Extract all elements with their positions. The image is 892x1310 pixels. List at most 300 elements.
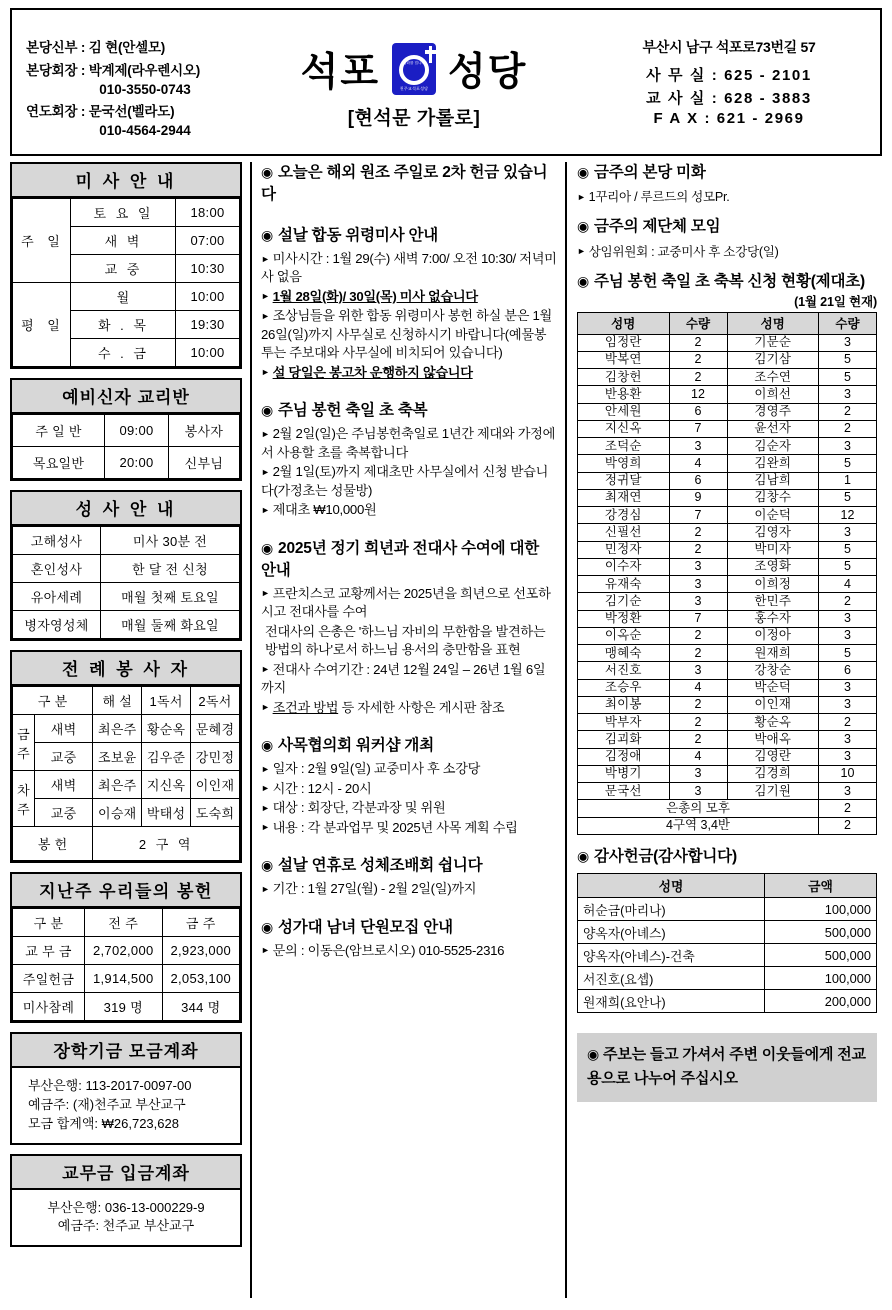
announcement-sub: ► 프란치스코 교황께서는 2025년을 희년으로 선포하시고 전대사를 수여 [261, 585, 551, 620]
liturgy-reader1: 황순옥 [142, 715, 191, 743]
table-row [13, 965, 240, 993]
catechumen-class-leader: 봉사자 [168, 415, 239, 447]
catechumen-class-leader: 신부님 [168, 447, 239, 479]
candle-qty-1: 7 [669, 420, 727, 437]
parish-fee-bank: 부산은행: 036-13-000229-9 [47, 1199, 205, 1215]
candle-qty-1: 2 [669, 714, 727, 731]
title-left-word: 석포 [300, 50, 380, 94]
table-row [578, 679, 877, 696]
collection-label: 미사참례 [13, 993, 85, 1021]
announcement-heading: ◉ 2025년 정기 희년과 전대사 수여에 대한 안내 [261, 539, 540, 579]
mass-time: 10:30 [176, 255, 240, 283]
candle-name-1: 유재숙 [578, 576, 670, 593]
table-row [578, 369, 877, 386]
thanks-amount: 500,000 [765, 944, 877, 967]
mass-schedule-title: 미 사 안 내 [12, 164, 240, 198]
candle-qty-1: 2 [669, 645, 727, 662]
header-title-block [244, 10, 584, 154]
header-address-block [584, 10, 880, 154]
mass-group-sunday: 주 일 [13, 199, 71, 283]
table-row [578, 967, 877, 990]
liturgy-commentator: 최은주 [93, 715, 142, 743]
announcement-adoration-break [261, 855, 557, 898]
mass-label: 새 벽 [71, 227, 176, 255]
announcement-sub: ► 제대초 ₩10,000원 [261, 502, 377, 518]
yeondo-president-phone: 010-4564-2944 [99, 123, 191, 138]
collection-col-prev: 전 주 [85, 909, 163, 937]
sacrament-name: 혼인성사 [13, 555, 101, 583]
mass-schedule-table [12, 198, 240, 367]
candle-name-1: 김괴화 [578, 731, 670, 748]
last-week-collection-title: 지난주 우리들의 봉헌 [12, 874, 240, 908]
group-meeting-heading: ◉ 금주의 제단체 모임 [577, 218, 721, 236]
candle-name-1: 정귀달 [578, 472, 670, 489]
last-week-collection-box [10, 872, 242, 1023]
candle-name-1: 서진호 [578, 662, 670, 679]
catechumen-class-name: 주 일 반 [13, 415, 105, 447]
candle-name-1: 이수자 [578, 558, 670, 575]
candle-name-1: 문국선 [578, 783, 670, 800]
arrow-icon: ► [261, 945, 270, 956]
candle-name-2: 김기삼 [727, 351, 819, 368]
liturgy-offering-label: 봉 헌 [13, 827, 93, 861]
spacer [261, 901, 557, 917]
liturgy-mass-time: 교중 [35, 799, 93, 827]
candle-qty-1: 2 [669, 541, 727, 558]
sacrament-detail: 한 달 전 신청 [101, 555, 240, 583]
logo-cross-vertical [429, 46, 433, 63]
candle-name-1: 박병기 [578, 765, 670, 782]
announcement-sub: ► 기간 : 1월 27일(월) - 2월 2일(일)까지 [261, 881, 477, 897]
table-row [578, 576, 877, 593]
table-row [578, 748, 877, 765]
candle-qty-2: 5 [819, 541, 877, 558]
header-contact-block [12, 10, 244, 154]
table-row [578, 558, 877, 575]
candle-qty-1: 2 [669, 524, 727, 541]
candle-col-name-1: 성명 [578, 312, 670, 334]
bullet-icon: ◉ [261, 539, 274, 556]
mass-group-weekday: 평 일 [13, 283, 71, 367]
liturgy-mass-time: 교중 [35, 743, 93, 771]
candle-qty-2: 5 [819, 489, 877, 506]
announcement-heading: ◉ 사목협의회 워커샵 개최 [261, 737, 434, 755]
bullet-icon: ◉ [577, 272, 590, 289]
fax-number: F A X : 621 - 2969 [653, 110, 805, 127]
candle-name-1: 최재연 [578, 489, 670, 506]
right-column [577, 162, 877, 1298]
candle-qty-1: 3 [669, 593, 727, 610]
table-row [13, 527, 240, 555]
thanksgiving-table-head [578, 874, 877, 898]
candle-applications-table [577, 312, 877, 835]
table-row [13, 937, 240, 965]
table-row [578, 645, 877, 662]
arrow-icon: ► [261, 291, 270, 302]
arrow-icon: ► [261, 310, 270, 321]
announcement-sub: ► 조상님들을 위한 합동 위령미사 봉헌 하실 분은 1월 26일(일)까지 사무실로 신청하시기 바랍니다(예물봉투는 주보대와 사무실에 비치되어 있습니다) [261, 308, 552, 361]
table-row [578, 507, 877, 524]
liturgy-volunteers-table [12, 686, 240, 861]
announcement-choir-recruitment [261, 917, 557, 960]
candle-qty-1: 4 [669, 679, 727, 696]
announcement-heading: ◉ 주님 봉헌 축일 초 축복 [261, 402, 428, 420]
catechumen-class-table [12, 414, 240, 479]
bullet-icon: ◉ [577, 164, 590, 180]
bullet-icon: ◉ [587, 1046, 600, 1063]
candle-qty-2: 3 [819, 386, 877, 403]
thanks-col-name: 성명 [578, 874, 765, 898]
catechumen-class-time: 20:00 [105, 447, 169, 479]
table-row [13, 611, 240, 639]
table-row [578, 403, 877, 420]
table-row [578, 662, 877, 679]
arrow-icon: ► [261, 822, 270, 833]
collection-col-this: 금 주 [162, 909, 240, 937]
liturgy-reader1: 박태성 [142, 799, 191, 827]
candle-name-1: 김정애 [578, 748, 670, 765]
announcement-sub: ► 대상 : 회장단, 각분과장 및 위원 [261, 800, 446, 816]
candle-qty-2: 2 [819, 420, 877, 437]
table-row [578, 472, 877, 489]
candle-col-name-2: 성명 [727, 312, 819, 334]
liturgy-volunteers-box [10, 650, 242, 863]
table-row [578, 593, 877, 610]
mass-time: 18:00 [176, 199, 240, 227]
candle-name-2: 이희선 [727, 386, 819, 403]
candle-name-2: 이정아 [727, 627, 819, 644]
table-row [578, 524, 877, 541]
announcement-sub: ► 1월 28일(화)/ 30일(목) 미사 없습니다 [261, 288, 478, 304]
logo-cross-horizontal [425, 50, 436, 54]
collection-prev-value: 2,702,000 [85, 937, 163, 965]
table-row [578, 944, 877, 967]
candle-qty-2: 4 [819, 576, 877, 593]
candle-qty-2: 5 [819, 645, 877, 662]
table-row [578, 610, 877, 627]
candle-name-2: 김기원 [727, 783, 819, 800]
mass-label: 화 . 목 [71, 311, 176, 339]
candle-name-2: 원재희 [727, 645, 819, 662]
table-row [13, 447, 240, 479]
candle-qty-2: 3 [819, 524, 877, 541]
candle-name-2: 김남희 [727, 472, 819, 489]
collection-prev-value: 319 명 [85, 993, 163, 1021]
candle-qty-1: 2 [669, 334, 727, 351]
logo-caption: 천주교석포성당 [399, 85, 429, 91]
scholarship-holder: 예금주: (재)천주교 부산교구 [28, 1096, 186, 1112]
mass-label: 월 [71, 283, 176, 311]
collection-this-value: 344 명 [162, 993, 240, 1021]
bullet-icon: ◉ [261, 227, 274, 243]
candle-name-1: 지신옥 [578, 420, 670, 437]
candle-name-2: 홍수자 [727, 610, 819, 627]
candle-name-1: 강경심 [578, 507, 670, 524]
liturgy-mass-time: 새벽 [35, 771, 93, 799]
announcement-sub: ► 2월 1일(토)까지 제대초만 사무실에서 신청 받습니다(가정초는 성물방) [261, 464, 549, 498]
candle-qty-2: 3 [819, 679, 877, 696]
announcement-sub: ► 문의 : 이동은(암브로시오) 010-5525-2316 [261, 942, 505, 958]
candle-qty-2: 12 [819, 507, 877, 524]
table-row [578, 334, 877, 351]
candle-name-2: 조수연 [727, 369, 819, 386]
bullet-icon: ◉ [577, 847, 590, 864]
arrow-icon: ► [261, 664, 270, 675]
candle-name-2: 김완희 [727, 455, 819, 472]
thanksgiving-heading: ◉ 감사헌금(감사합니다) [577, 847, 737, 865]
candle-name-2: 한민주 [727, 593, 819, 610]
announcement-heading: ◉ 설날 합동 위령미사 안내 [261, 227, 439, 244]
table-header-row [13, 687, 240, 715]
mass-label: 교 중 [71, 255, 176, 283]
bullet-icon: ◉ [261, 918, 274, 935]
thanksgiving-table [577, 873, 877, 1013]
candle-name-1: 박정환 [578, 610, 670, 627]
mass-label: 토 요 일 [71, 199, 176, 227]
liturgy-col-reading1: 1독서 [142, 687, 191, 715]
spacer [261, 209, 557, 225]
candle-name-2: 김영란 [727, 748, 819, 765]
table-row [578, 541, 877, 558]
candle-qty-1: 7 [669, 507, 727, 524]
candle-table-body [578, 334, 877, 834]
table-row [578, 455, 877, 472]
liturgy-reader1: 지신옥 [142, 771, 191, 799]
candle-group-name: 은총의 모후 [578, 800, 819, 817]
thanks-donor-name: 허순금(마리나) [578, 898, 765, 921]
candle-qty-1: 3 [669, 438, 727, 455]
liturgy-reader2: 강민정 [191, 743, 240, 771]
candle-name-1: 신필선 [578, 524, 670, 541]
office-phone: 사 무 실 : 625 - 2101 [646, 67, 812, 84]
candle-as-of-date: (1월 21일 현재) [794, 295, 877, 310]
candle-qty-1: 2 [669, 369, 727, 386]
candle-name-2: 이순덕 [727, 507, 819, 524]
catechumen-class-title: 예비신자 교리반 [12, 380, 240, 414]
arrow-icon: ► [261, 466, 270, 477]
pastor-line: 본당신부 : 김 현(안셀모) [26, 40, 166, 55]
spacer [577, 207, 877, 216]
liturgy-offering-value: 2 구 역 [93, 827, 240, 861]
arrow-icon: ► [261, 783, 270, 794]
spacer [261, 384, 557, 400]
candle-qty-2: 6 [819, 662, 877, 679]
spacer [261, 839, 557, 855]
bullet-icon: ◉ [261, 164, 274, 180]
announcement-sub: ► 설 당일은 봉고차 운행하지 않습니다 [261, 364, 473, 380]
mass-time: 10:00 [176, 283, 240, 311]
announcement-overseas-aid [261, 162, 557, 206]
church-address: 부산시 남구 석포로73번길 57 [642, 39, 816, 55]
announcement-pastoral-workshop [261, 735, 557, 837]
candle-qty-2: 2 [819, 714, 877, 731]
candle-name-1: 조승우 [578, 679, 670, 696]
sacrament-info-title: 성 사 안 내 [12, 492, 240, 526]
table-row [13, 199, 240, 227]
candle-name-2: 김순자 [727, 438, 819, 455]
liturgy-col-reading2: 2독서 [191, 687, 240, 715]
arrow-icon: ► [261, 763, 270, 774]
table-row [578, 990, 877, 1013]
collection-label: 교 무 금 [13, 937, 85, 965]
table-row [578, 731, 877, 748]
candle-name-2: 기문순 [727, 334, 819, 351]
candle-qty-2: 3 [819, 610, 877, 627]
sacrament-detail: 매월 첫째 토요일 [101, 583, 240, 611]
candle-qty-2: 3 [819, 438, 877, 455]
candle-name-1: 안세원 [578, 403, 670, 420]
candle-qty-2: 1 [819, 472, 877, 489]
thanks-col-amount: 금액 [765, 874, 877, 898]
arrow-icon: ► [261, 428, 270, 439]
thanks-donor-name: 양옥자(아녜스)-건축 [578, 944, 765, 967]
candle-name-1: 맹혜숙 [578, 645, 670, 662]
table-row [578, 765, 877, 782]
table-row [13, 715, 240, 743]
parish-president-line: 본당회장 : 박계제(라우렌시오) [26, 63, 201, 78]
candle-qty-2: 3 [819, 627, 877, 644]
yeondo-president-line: 연도회장 : 문국선(벨라도) [26, 104, 175, 119]
left-column [10, 162, 242, 1298]
arrow-icon: ► [261, 883, 270, 894]
liturgy-week-label: 차주 [13, 771, 35, 827]
liturgy-mass-time: 새벽 [35, 715, 93, 743]
collection-this-value: 2,053,100 [162, 965, 240, 993]
candle-qty-1: 12 [669, 386, 727, 403]
candle-qty-1: 7 [669, 610, 727, 627]
thanks-amount: 100,000 [765, 967, 877, 990]
candle-group-name: 4구역 3,4반 [578, 817, 819, 834]
announcement-heading: ◉ 성가대 남녀 단원모집 안내 [261, 918, 453, 936]
table-row [578, 489, 877, 506]
candle-name-1: 김기순 [578, 593, 670, 610]
church-logo-icon [392, 43, 436, 95]
scholarship-account-details [12, 1068, 240, 1143]
thanks-amount: 500,000 [765, 921, 877, 944]
section-group-meeting [577, 216, 877, 259]
scholarship-total: 모금 합계액: ₩26,723,628 [28, 1115, 179, 1131]
scholarship-account-box [10, 1032, 242, 1145]
candle-name-2: 경영주 [727, 403, 819, 420]
announcement-sub: ► 2월 2일(일)은 주님봉헌축일로 1년간 제대와 가정에서 사용할 초를 축복합니다 [261, 426, 556, 460]
bullet-icon: ◉ [261, 857, 274, 874]
title-right-word: 성당 [448, 50, 528, 94]
candle-qty-1: 3 [669, 558, 727, 575]
collection-label: 주일헌금 [13, 965, 85, 993]
table-row [578, 898, 877, 921]
table-row [578, 696, 877, 713]
mass-label: 수 . 금 [71, 339, 176, 367]
candle-qty-2: 2 [819, 593, 877, 610]
thanksgiving-table-body [578, 898, 877, 1013]
parish-fee-account-details [12, 1190, 240, 1246]
announcement-sub: 전대사의 은총은 '하느님 자비의 무한함을 발견하는 방법의 하나'로서 하느님 용서의 충만함을 표현 [265, 623, 546, 658]
table-header-row [578, 874, 877, 898]
candle-name-2: 박순덕 [727, 679, 819, 696]
scholarship-bank: 부산은행: 113-2017-0097-00 [28, 1078, 192, 1093]
table-row [13, 555, 240, 583]
classroom-phone: 교 사 실 : 628 - 3883 [646, 90, 812, 107]
spacer [261, 522, 557, 538]
table-row [13, 993, 240, 1021]
section-candle-applications [577, 271, 877, 835]
table-row [13, 283, 240, 311]
candle-name-1: 이옥순 [578, 627, 670, 644]
liturgy-reader2: 이인재 [191, 771, 240, 799]
table-row [13, 771, 240, 799]
announcement-sub [261, 699, 557, 717]
candle-qty-2: 3 [819, 748, 877, 765]
column-divider-2 [565, 162, 567, 1298]
candle-qty-2: 5 [819, 558, 877, 575]
spacer [261, 719, 557, 735]
announcement-sub: ► 내용 : 각 분과업무 및 2025년 사목 계획 수립 [261, 819, 518, 835]
arrow-icon: ► [261, 504, 270, 515]
liturgy-volunteers-title: 전 례 봉 사 자 [12, 652, 240, 686]
candle-qty-2: 3 [819, 334, 877, 351]
bulletin-body [10, 162, 882, 1298]
liturgy-reader1: 김우준 [142, 743, 191, 771]
group-meeting-sub: ► 상임위원회 : 교중미사 후 소강당(일) [577, 244, 779, 259]
liturgy-commentator: 최은주 [93, 771, 142, 799]
spacer [577, 262, 877, 271]
table-row [13, 583, 240, 611]
candle-name-1: 임정란 [578, 334, 670, 351]
catechumen-class-box [10, 378, 242, 481]
liturgy-commentator: 조보윤 [93, 743, 142, 771]
arrow-icon: ► [261, 253, 270, 264]
liturgy-week-label: 금주 [13, 715, 35, 771]
sacrament-name: 고해성사 [13, 527, 101, 555]
page-subtitle: [현석문 가롤로] [347, 107, 481, 129]
announcement-heading: ◉ 오늘은 해외 원조 주일로 2차 헌금 있습니다 [261, 164, 548, 203]
candle-qty-1: 3 [669, 662, 727, 679]
candle-name-1: 반용환 [578, 386, 670, 403]
logo-ring-text: 평화를 빕니다 [403, 60, 425, 65]
candle-name-2: 박애옥 [727, 731, 819, 748]
candle-qty-1: 3 [669, 576, 727, 593]
page-title [301, 41, 528, 97]
candle-name-2: 김영자 [727, 524, 819, 541]
candle-name-1: 조덕순 [578, 438, 670, 455]
candle-group-qty: 2 [819, 800, 877, 817]
candle-qty-1: 3 [669, 783, 727, 800]
parish-fee-account-box [10, 1154, 242, 1248]
candle-name-1: 박부자 [578, 714, 670, 731]
candle-name-2: 김경희 [727, 765, 819, 782]
thanks-donor-name: 원재희(요안나) [578, 990, 765, 1013]
candle-name-1: 김창헌 [578, 369, 670, 386]
liturgy-commentator: 이승재 [93, 799, 142, 827]
thanks-amount: 100,000 [765, 898, 877, 921]
parish-president-phone: 010-3550-0743 [99, 82, 191, 97]
candle-qty-1: 2 [669, 696, 727, 713]
candle-name-2: 황순옥 [727, 714, 819, 731]
candle-col-qty-1: 수량 [669, 312, 727, 334]
candle-qty-1: 3 [669, 765, 727, 782]
liturgy-reader2: 문혜경 [191, 715, 240, 743]
arrow-icon: ► [261, 702, 270, 713]
candle-qty-1: 6 [669, 472, 727, 489]
sacrament-name: 유아세례 [13, 583, 101, 611]
candle-name-2: 김창수 [727, 489, 819, 506]
mass-time: 19:30 [176, 311, 240, 339]
collection-col-division: 구 분 [13, 909, 85, 937]
candle-qty-1: 2 [669, 627, 727, 644]
candle-table-head [578, 312, 877, 334]
parish-fee-holder: 예금주: 천주교 부산교구 [57, 1218, 195, 1234]
mass-schedule-box [10, 162, 242, 369]
